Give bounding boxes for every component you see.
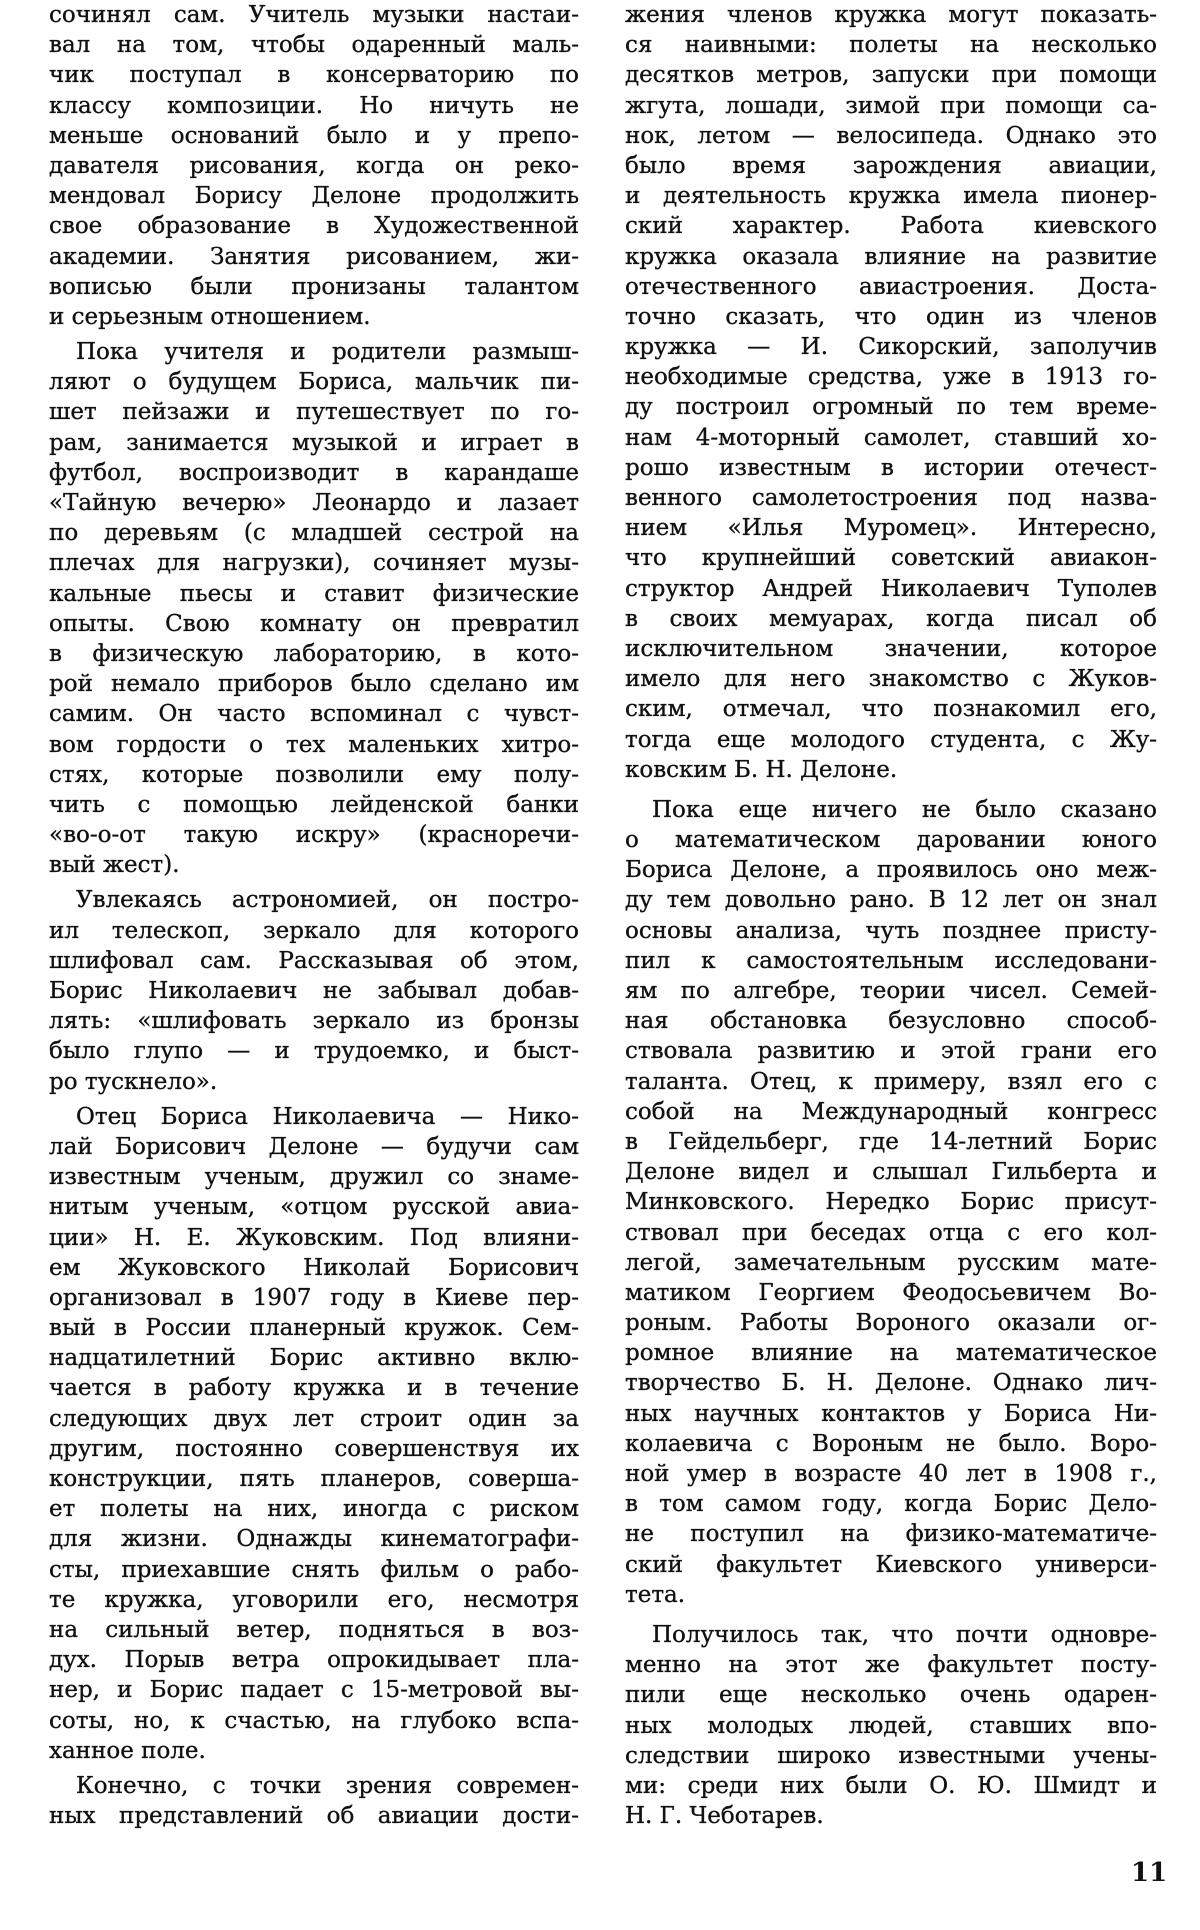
text-line: конструкции, пять планеров, соверша- (49, 1466, 579, 1492)
text-line: отечественного авиастроения. Доста- (625, 273, 1157, 300)
text-column-left (49, 0, 579, 1831)
text-line: ский характер. Работа киевского (625, 213, 1157, 240)
text-line: не поступил на физико-математиче- (625, 1521, 1157, 1548)
paragraph (49, 1102, 579, 1766)
text-line: давателя рисования, когда он реко- (49, 152, 579, 179)
paragraph (49, 0, 579, 332)
paragraph (625, 0, 1157, 785)
text-line: кружка оказала влияние на развитие (625, 243, 1157, 270)
text-line: венного самолетостроения под назва- (625, 485, 1157, 511)
text-line: вый жест). (49, 852, 180, 879)
text-line: рам, занимается музыкой и играет в (49, 429, 579, 456)
text-line: следующих двух лет строит один за (49, 1405, 579, 1432)
text-line: Конечно, с точки зрения современ- (76, 1772, 579, 1799)
text-line: творчество Б. Н. Делоне. Однако лич- (625, 1370, 1157, 1397)
text-line: легой, замечательным русским мате- (625, 1249, 1157, 1276)
text-line: ляют о будущем Бориса, мальчик пи- (49, 369, 579, 396)
text-line: нам 4-моторный самолет, ставший хо- (625, 424, 1157, 451)
text-line: колаевича с Вороным не было. Воро- (625, 1430, 1157, 1457)
text-line: по деревьям (с младшей сестрой на (49, 520, 579, 547)
text-line: ет полеты на них, иногда с риском (49, 1496, 579, 1523)
text-line: и деятельность кружка имела пионер- (625, 183, 1157, 210)
text-line: известным ученым, дружил со знаме- (49, 1164, 579, 1191)
text-column-right (625, 0, 1157, 1831)
text-line: нитым ученым, «отцом русской авиа- (49, 1194, 579, 1221)
text-line: лять: «шлифовать зеркало из бронзы (49, 1008, 579, 1035)
text-line: ем Жуковского Николай Борисович (49, 1254, 579, 1281)
text-line: сочинял сам. Учитель музыки настаи- (49, 2, 579, 28)
text-line: соты, но, к счастью, на глубоко вспа- (49, 1707, 579, 1734)
text-line: пили еще несколько очень одарен- (625, 1682, 1157, 1709)
text-line: пил к самостоятельным исследовани- (625, 947, 1157, 974)
text-line: Пока учителя и родители размыш- (76, 339, 579, 366)
paragraph (49, 885, 579, 1096)
text-line: организовал в 1907 году в Киеве пер- (49, 1284, 579, 1311)
text-line: тета. (625, 1581, 686, 1608)
text-line: и серьезным отношением. (49, 303, 371, 330)
text-line: ствовал при беседах отца с его кол- (625, 1219, 1157, 1246)
paragraph (49, 337, 579, 880)
text-line: ил телескоп, зеркало для которого (49, 917, 579, 944)
text-line: было глупо — и трудоемко, и быст- (49, 1038, 579, 1065)
text-line: чается в работу кружка и в течение (49, 1375, 579, 1402)
text-line: стях, которые позволили ему полу- (49, 761, 579, 788)
text-line: самим. Он часто вспоминал с чувст- (49, 701, 579, 728)
text-line: тогда еще молодого студента, с Жу- (625, 726, 1157, 753)
text-line: ромное влияние на математическое (625, 1340, 1157, 1367)
text-line: для жизни. Однажды кинематографи- (49, 1526, 579, 1553)
text-line: ных представлений об авиации дости- (49, 1803, 579, 1830)
text-line: футбол, воспроизводит в карандаше (49, 459, 579, 486)
text-line: ми: среди них были О. Ю. Шмидт и (625, 1772, 1157, 1799)
text-line: ных научных контактов у Бориса Ни- (625, 1400, 1157, 1427)
text-line: лай Борисович Делоне — будучи сам (49, 1133, 579, 1160)
text-line: собой на Международный конгресс (625, 1098, 1157, 1125)
text-line: нок, летом — велосипеда. Однако это (625, 122, 1157, 149)
text-line: рой немало приборов было сделано им (49, 671, 579, 698)
text-line: Увлекаясь астрономией, он постро- (76, 887, 579, 914)
text-line: сты, приехавшие снять фильм о рабо- (49, 1556, 579, 1583)
text-line: менно на этот же факультет посту- (625, 1652, 1157, 1679)
text-line: те кружка, уговорили его, несмотря (49, 1586, 579, 1613)
text-line: следствии широко известными учены- (625, 1742, 1157, 1769)
page-number: 11 (1131, 1858, 1168, 1888)
paragraph (49, 1771, 579, 1831)
text-line: матиком Георгием Феодосьевичем Во- (625, 1279, 1157, 1306)
text-line: ся наивными: полеты на несколько (625, 32, 1157, 59)
text-line: ду тем довольно рано. В 12 лет он знал (625, 887, 1157, 914)
text-line: нер, и Борис падает с 15-метровой вы- (49, 1677, 579, 1704)
text-line: Н. Г. Чеботарев. (625, 1803, 824, 1830)
text-line: ции» Н. Е. Жуковским. Под влияни- (49, 1224, 579, 1251)
text-line: Делоне видел и слышал Гильберта и (625, 1159, 1157, 1186)
text-line: «во-о-от такую искру» (красноречи- (49, 822, 579, 849)
text-line: академии. Занятия рисованием, жи- (49, 243, 579, 270)
text-line: что крупнейший советский авиакон- (625, 545, 1157, 572)
text-line: в своих мемуарах, когда писал об (625, 605, 1157, 632)
text-line: рошо известным в истории отечест- (625, 454, 1157, 481)
text-line: вом гордости о тех маленьких хитро- (49, 731, 579, 758)
text-line: дух. Порыв ветра опрокидывает пла- (49, 1647, 579, 1674)
text-line: жения членов кружка могут показать- (625, 2, 1157, 28)
text-line: ханное поле. (49, 1737, 206, 1764)
text-line: мендовал Борису Делоне продолжить (49, 183, 579, 210)
text-line: Пока еще ничего не было сказано (652, 796, 1157, 823)
text-line: Отец Бориса Николаевича — Нико- (76, 1103, 579, 1130)
paragraph (625, 795, 1157, 1610)
text-line: десятков метров, запуски при помощи (625, 62, 1157, 89)
text-line: Получилось так, что почти одновре- (652, 1621, 1157, 1648)
text-line: жгута, лошади, зимой при помощи са- (625, 92, 1157, 119)
text-line: чик поступал в консерваторию по (49, 62, 579, 89)
text-line: роным. Работы Вороного оказали ог- (625, 1310, 1157, 1337)
text-line: ной умер в возрасте 40 лет в 1908 г., (625, 1461, 1157, 1487)
text-line: на сильный ветер, подняться в воз- (49, 1616, 579, 1643)
text-line: другим, постоянно совершенствуя их (49, 1435, 579, 1462)
text-line: ям по алгебре, теории чисел. Семей- (625, 978, 1157, 1004)
text-line: вый в России планерный кружок. Сем- (49, 1315, 579, 1342)
text-line: ский факультет Киевского универси- (625, 1551, 1157, 1578)
text-line: ная обстановка безусловно способ- (625, 1008, 1157, 1035)
text-line: ду построил огромный по тем време- (625, 394, 1157, 421)
text-line: ро тускнело». (49, 1068, 218, 1095)
text-line: Минковского. Нередко Борис присут- (625, 1189, 1157, 1216)
text-line: плечах для нагрузки), сочиняет музы- (49, 550, 579, 577)
text-line: в Гейдельберг, где 14-летний Борис (625, 1128, 1157, 1155)
paragraph (625, 1620, 1157, 1831)
text-line: ных молодых людей, ставших впо- (625, 1712, 1157, 1739)
text-line: вописью были пронизаны талантом (49, 273, 579, 300)
text-line: кальные пьесы и ставит физические (49, 580, 579, 607)
text-line: шлифовал сам. Рассказывая об этом, (49, 947, 579, 974)
text-line: меньше оснований было и у препо- (49, 122, 579, 149)
text-line: структор Андрей Николаевич Туполев (625, 575, 1157, 602)
text-line: шет пейзажи и путешествует по го- (49, 399, 579, 426)
text-line: было время зарождения авиации, (625, 152, 1157, 179)
text-line: таланта. Отец, к примеру, взял его с (625, 1068, 1157, 1095)
text-line: имело для него знакомство с Жуков- (625, 666, 1157, 693)
text-line: точно сказать, что один из членов (625, 303, 1157, 330)
text-line: кружка — И. Сикорский, заполучив (625, 334, 1157, 361)
text-line: свое образование в Художественной (49, 213, 579, 240)
text-line: необходимые средства, уже в 1913 го- (625, 364, 1157, 391)
text-line: нием «Илья Муромец». Интересно, (625, 515, 1157, 542)
text-line: исключительном значении, которое (625, 635, 1157, 662)
text-line: Бориса Делоне, а проявилось оно меж- (625, 857, 1157, 884)
text-line: ствовала развитию и этой грани его (625, 1038, 1157, 1065)
text-line: ским, отмечал, что познакомил его, (625, 696, 1157, 723)
text-line: классу композиции. Но ничуть не (49, 92, 579, 119)
text-line: Борис Николаевич не забывал добав- (49, 978, 579, 1004)
text-line: ковским Б. Н. Делоне. (625, 756, 898, 783)
text-line: чить с помощью лейденской банки (49, 791, 579, 818)
text-line: основы анализа, чуть позднее присту- (625, 917, 1157, 944)
text-line: опыты. Свою комнату он превратил (49, 610, 579, 637)
text-line: в том самом году, когда Борис Дело- (625, 1491, 1157, 1518)
text-line: в физическую лабораторию, в кото- (49, 640, 579, 667)
text-line: вал на том, чтобы одаренный маль- (49, 32, 579, 59)
text-line: надцатилетний Борис активно вклю- (49, 1345, 579, 1372)
text-line: «Тайную вечерю» Леонардо и лазает (49, 490, 579, 516)
text-line: о математическом даровании юного (625, 827, 1157, 854)
